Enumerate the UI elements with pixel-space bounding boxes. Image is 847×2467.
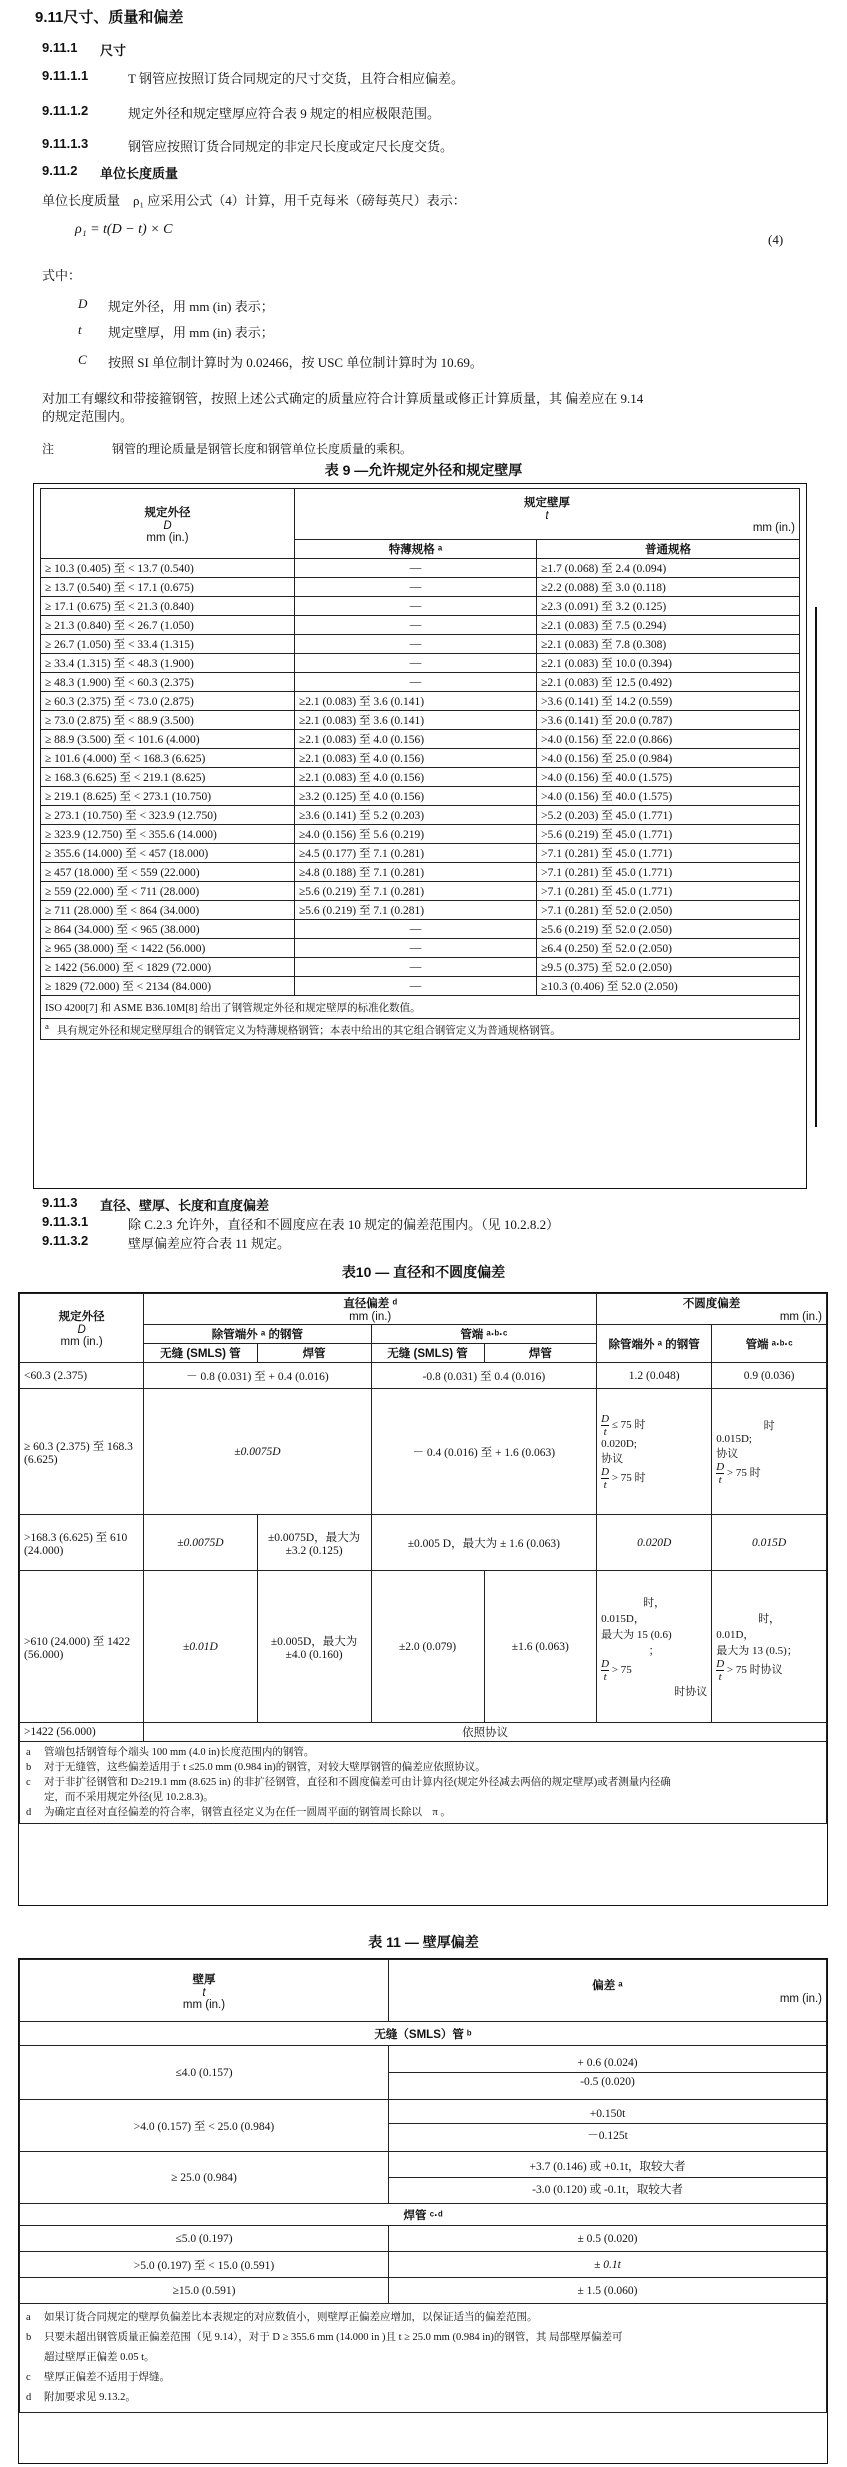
- table10-caption: 表10 — 直径和不圆度偏差: [341, 1264, 506, 1280]
- footnote: b 只要未超出钢管质量正偏差范围（见 9.14），对于 D ≥ 355.6 mm (14.000 in )且 t ≥ 25.0 mm (0.984 in)的钢管，其 局部壁厚偏差可: [26, 2332, 623, 2343]
- clause-text: 壁厚偏差应符合表 11 规定。: [128, 1236, 291, 1251]
- table-row: [20, 2278, 827, 2304]
- table9-iso-note: ISO 4200[7] 和 ASME B36.10M[8] 给出了钢管规定外径和规定壁厚的标准化数值。: [41, 996, 800, 1019]
- cell: >7.1 (0.281) 至 45.0 (1.771): [537, 863, 800, 882]
- table11-caption: 表 11 — 壁厚偏差: [368, 1934, 479, 1950]
- table9-frame: [33, 483, 807, 1189]
- cell: ≥10.3 (0.406) 至 52.0 (2.050): [537, 977, 800, 996]
- cell: ≥4.0 (0.156) 至 5.6 (0.219): [295, 825, 537, 844]
- col-header-od: 规定外径 D mm (in.): [41, 489, 295, 559]
- footnote: 超过壁厚正偏差 0.05 t。: [44, 2352, 155, 2363]
- cell: —: [295, 654, 537, 673]
- cell: ≥3.2 (0.125) 至 4.0 (0.156): [295, 787, 537, 806]
- cell: ±0.0075D: [144, 1515, 257, 1571]
- table-row: [41, 673, 800, 692]
- footnote: d 为确定直径对直径偏差的符合率，钢管直径定义为在任一圆周平面的钢管周长除以 π 。: [26, 1807, 451, 1818]
- cell: —: [295, 920, 537, 939]
- cell: ≥2.2 (0.088) 至 3.0 (0.118): [537, 578, 800, 597]
- cell: 0.020D: [597, 1515, 712, 1571]
- t10-header-weld: 焊管: [484, 1344, 597, 1363]
- cell: —: [295, 958, 537, 977]
- cell: ±0.005 D，最大为 ± 1.6 (0.063): [371, 1515, 597, 1571]
- var-desc: 按照 SI 单位制计算时为 0.02466，按 USC 单位制计算时为 10.69。: [108, 355, 483, 370]
- cell: ≥ 965 (38.000) 至 < 1422 (56.000): [41, 939, 295, 958]
- cell: ≥2.1 (0.083) 至 7.8 (0.308): [537, 635, 800, 654]
- table9-footnote: $^a$ 具有规定外径和规定壁厚组合的钢管定义为特薄规格钢管；本表中给出的其它组合钢管定义为普通规格钢管。: [41, 1019, 800, 1040]
- paragraph-line: 对加工有螺纹和带接箍钢管，按照上述公式确定的质量应符合计算质量或修正计算质量，其 偏差应在 9.14: [42, 391, 644, 406]
- var-symbol: D: [78, 296, 88, 311]
- clause-title: 直径、壁厚、长度和直度偏差: [100, 1198, 270, 1213]
- table-row: [41, 844, 800, 863]
- cell: ±0.0075D，最大为 ±3.2 (0.125): [257, 1515, 371, 1571]
- col-header-wt: 规定壁厚 t mm (in.): [295, 489, 800, 540]
- table10-frame: [18, 1292, 828, 1906]
- table10: [19, 1293, 827, 1824]
- cell: ≥ 13.7 (0.540) 至 < 17.1 (0.675): [41, 578, 295, 597]
- cell: － 0.4 (0.016) 至 + 1.6 (0.063): [371, 1389, 597, 1515]
- table-row: [20, 1363, 827, 1389]
- cell: >5.6 (0.219) 至 45.0 (1.771): [537, 825, 800, 844]
- cell: 时 0.015D; 协议 $\frac{D}{t}$ > 75 时: [712, 1389, 827, 1515]
- cell: ±0.005D，最大为 ±4.0 (0.160): [257, 1571, 371, 1723]
- clause-title: 尺寸: [100, 43, 127, 58]
- cell: ≥2.3 (0.091) 至 3.2 (0.125): [537, 597, 800, 616]
- table-row: [41, 711, 800, 730]
- cell: ≥ 10.3 (0.405) 至 < 13.7 (0.540): [41, 559, 295, 578]
- clause-number: 9.11.1.2: [42, 103, 89, 118]
- clause-number: 9.11.3.2: [42, 1233, 89, 1248]
- cell: >1422 (56.000): [20, 1723, 144, 1742]
- cell: ≥2.1 (0.083) 至 3.6 (0.141): [295, 692, 537, 711]
- table-row: [20, 1515, 827, 1571]
- table-row: [41, 597, 800, 616]
- where-label: 式中：: [42, 268, 82, 283]
- cell: + 0.6 (0.024) -0.5 (0.020): [389, 2046, 827, 2100]
- table-row: [41, 939, 800, 958]
- cell: ± 0.1t: [389, 2252, 827, 2278]
- cell: ≥ 17.1 (0.675) 至 < 21.3 (0.840): [41, 597, 295, 616]
- note-text: 钢管的理论质量是钢管长度和钢管单位长度质量的乘积。: [112, 442, 413, 456]
- footnote: b 对于无缝管，这些偏差适用于 t ≤25.0 mm (0.984 in)的钢管，对较大壁厚钢管的偏差应依照协议。: [26, 1762, 486, 1773]
- cell: ≥6.4 (0.250) 至 52.0 (2.050): [537, 939, 800, 958]
- cell: ± 1.5 (0.060): [389, 2278, 827, 2304]
- cell: ≥ 60.3 (2.375) 至 168.3 (6.625): [20, 1389, 144, 1515]
- table-row: [41, 578, 800, 597]
- t10-header-body: 除管端外 ᵃ 的钢管: [144, 1325, 371, 1344]
- table-row: [20, 1389, 827, 1515]
- table-row: [41, 901, 800, 920]
- table-row: [20, 2100, 827, 2152]
- table-row: [20, 2152, 827, 2204]
- cell: >7.1 (0.281) 至 45.0 (1.771): [537, 882, 800, 901]
- cell: ±1.6 (0.063): [484, 1571, 597, 1723]
- t10-header-oor-end: 管端 ᵃ·ᵇ·ᶜ: [712, 1325, 827, 1363]
- footnote: d 附加要求见 9.13.2。: [26, 2392, 136, 2403]
- cell: 0.9 (0.036): [712, 1363, 827, 1389]
- t11-group-weld: 焊管 ᶜ·ᵈ: [20, 2204, 827, 2226]
- cell: —: [295, 616, 537, 635]
- cell: － 0.8 (0.031) 至 + 0.4 (0.016): [144, 1363, 371, 1389]
- cell: ≥ 457 (18.000) 至 < 559 (22.000): [41, 863, 295, 882]
- cell: ≥ 33.4 (1.315) 至 < 48.3 (1.900): [41, 654, 295, 673]
- cell: ≥ 355.6 (14.000) 至 < 457 (18.000): [41, 844, 295, 863]
- t11-header-wt: 壁厚 t mm (in.): [20, 1960, 389, 2022]
- cell: ≥ 1422 (56.000) 至 < 1829 (72.000): [41, 958, 295, 977]
- cell: ≥ 168.3 (6.625) 至 < 219.1 (8.625): [41, 768, 295, 787]
- t10-header-end: 管端 ᵃ·ᵇ·ᶜ: [371, 1325, 597, 1344]
- table-row: [41, 863, 800, 882]
- cell: ≥2.1 (0.083) 至 4.0 (0.156): [295, 730, 537, 749]
- cell: ≥2.1 (0.083) 至 4.0 (0.156): [295, 768, 537, 787]
- intro-text: 单位长度质量 ρ₁ 应采用公式（4）计算，用千克每米（磅每英尺）表示：: [42, 193, 466, 208]
- cell: >3.6 (0.141) 至 20.0 (0.787): [537, 711, 800, 730]
- cell: >7.1 (0.281) 至 52.0 (2.050): [537, 901, 800, 920]
- cell: ≥4.5 (0.177) 至 7.1 (0.281): [295, 844, 537, 863]
- cell: ≥4.8 (0.188) 至 7.1 (0.281): [295, 863, 537, 882]
- cell: ≥ 88.9 (3.500) 至 < 101.6 (4.000): [41, 730, 295, 749]
- cell: —: [295, 597, 537, 616]
- formula: ρ₁ = t(D − t) × C: [75, 222, 173, 237]
- cell: ≥5.6 (0.219) 至 52.0 (2.050): [537, 920, 800, 939]
- cell: —: [295, 939, 537, 958]
- cell: —: [295, 578, 537, 597]
- table-row: [41, 958, 800, 977]
- cell: +0.150t －0.125t: [389, 2100, 827, 2152]
- cell: ≥ 273.1 (10.750) 至 < 323.9 (12.750): [41, 806, 295, 825]
- cell: ≥ 711 (28.000) 至 < 864 (34.000): [41, 901, 295, 920]
- col-header-special: 特薄规格 ᵃ: [295, 540, 537, 559]
- footnote: a 如果订货合同规定的壁厚负偏差比本表规定的对应数值小，则壁厚正偏差应增加，以保证适当的偏差范围。: [26, 2312, 538, 2323]
- footnote: a 管端包括钢管每个端头 100 mm (4.0 in)长度范围内的钢管。: [26, 1747, 315, 1758]
- t11-group-smls: 无缝（SMLS）管 ᵇ: [20, 2022, 827, 2046]
- table-row: [41, 882, 800, 901]
- table9-caption: 表 9 —允许规定外径和规定壁厚: [324, 462, 523, 478]
- clause-text: 规定外径和规定壁厚应符合表 9 规定的相应极限范围。: [128, 106, 441, 121]
- table-row: [41, 768, 800, 787]
- cell: -0.8 (0.031) 至 0.4 (0.016): [371, 1363, 597, 1389]
- cell: ±2.0 (0.079): [371, 1571, 484, 1723]
- t10-header-weld: 焊管: [257, 1344, 371, 1363]
- cell: 0.015D: [712, 1515, 827, 1571]
- cell: ≥ 101.6 (4.000) 至 < 168.3 (6.625): [41, 749, 295, 768]
- cell: ≥ 559 (22.000) 至 < 711 (28.000): [41, 882, 295, 901]
- cell: $\frac{D}{t}$ ≤ 75 时 0.020D; 协议 $\frac{D}{t}$ > 75 时: [597, 1389, 712, 1515]
- cell: ≥ 219.1 (8.625) 至 < 273.1 (10.750): [41, 787, 295, 806]
- cell: —: [295, 559, 537, 578]
- t10-header-oor-body: 除管端外 ᵃ 的钢管: [597, 1325, 712, 1363]
- cell: ≥ 73.0 (2.875) 至 < 88.9 (3.500): [41, 711, 295, 730]
- cell: ≥2.1 (0.083) 至 12.5 (0.492): [537, 673, 800, 692]
- footnote: c 壁厚正偏差不适用于焊缝。: [26, 2372, 170, 2383]
- table10-footnotes: [20, 1742, 827, 1824]
- section-heading: 9.11尺寸、质量和偏差: [35, 9, 184, 26]
- t10-header-oor: 不圆度偏差 mm (in.): [597, 1294, 827, 1325]
- table11-footnotes: [20, 2304, 827, 2413]
- cell: 时， 0.015D， 最大为 15 (0.6) ； $\frac{D}{t}$ > 75 时协议: [597, 1571, 712, 1723]
- cell: >5.0 (0.197) 至 < 15.0 (0.591): [20, 2252, 389, 2278]
- cell: >5.2 (0.203) 至 45.0 (1.771): [537, 806, 800, 825]
- var-symbol: t: [78, 322, 82, 337]
- cell: >4.0 (0.156) 至 22.0 (0.866): [537, 730, 800, 749]
- t10-header-dev: 直径偏差 ᵈ mm (in.): [144, 1294, 597, 1325]
- cell: <60.3 (2.375): [20, 1363, 144, 1389]
- clause-title: 单位长度质量: [100, 166, 179, 181]
- cell: 依照协议: [144, 1723, 827, 1742]
- cell: ≥15.0 (0.591): [20, 2278, 389, 2304]
- table-row: [20, 1571, 827, 1723]
- table-row: [41, 692, 800, 711]
- table-row: [20, 2046, 827, 2100]
- t10-header-smls: 无缝 (SMLS) 管: [144, 1344, 257, 1363]
- clause-number: 9.11.2: [42, 163, 78, 178]
- col-header-regular: 普通规格: [537, 540, 800, 559]
- cell: ≥3.6 (0.141) 至 5.2 (0.203): [295, 806, 537, 825]
- var-desc: 规定外径，用 mm (in) 表示；: [108, 299, 274, 314]
- cell: >3.6 (0.141) 至 14.2 (0.559): [537, 692, 800, 711]
- cell: >4.0 (0.156) 至 40.0 (1.575): [537, 787, 800, 806]
- cell: >7.1 (0.281) 至 45.0 (1.771): [537, 844, 800, 863]
- clause-number: 9.11.1.1: [42, 68, 89, 83]
- table11: [19, 1959, 827, 2413]
- var-desc: 规定壁厚，用 mm (in) 表示；: [108, 325, 274, 340]
- table-row: [41, 977, 800, 996]
- clause-text: 除 C.2.3 允许外，直径和不圆度应在表 10 规定的偏差范围内。（见 10.2.8.2）: [128, 1217, 560, 1232]
- cell: >4.0 (0.157) 至 < 25.0 (0.984): [20, 2100, 389, 2152]
- cell: ≥ 48.3 (1.900) 至 < 60.3 (2.375): [41, 673, 295, 692]
- table-row: [20, 1723, 827, 1742]
- table-row: [41, 749, 800, 768]
- cell: ≥ 21.3 (0.840) 至 < 26.7 (1.050): [41, 616, 295, 635]
- cell: ≥5.6 (0.219) 至 7.1 (0.281): [295, 901, 537, 920]
- cell: —: [295, 673, 537, 692]
- clause-text: T 钢管应按照订货合同规定的尺寸交货，且符合相应偏差。: [128, 71, 464, 86]
- table-row: [41, 654, 800, 673]
- clause-text: 钢管应按照订货合同规定的非定尺长度或定尺长度交货。: [128, 139, 454, 154]
- cell: >168.3 (6.625) 至 610 (24.000): [20, 1515, 144, 1571]
- table11-frame: [18, 1958, 828, 2464]
- cell: —: [295, 977, 537, 996]
- cell: +3.7 (0.146) 或 +0.1t，取较大者 -3.0 (0.120) 或 -0.1t，取较大者: [389, 2152, 827, 2204]
- cell: ±0.0075D: [144, 1389, 371, 1515]
- table-row: [41, 635, 800, 654]
- cell: ≥2.1 (0.083) 至 7.5 (0.294): [537, 616, 800, 635]
- cell: ≥ 60.3 (2.375) 至 < 73.0 (2.875): [41, 692, 295, 711]
- table-row: [41, 920, 800, 939]
- clause-number: 9.11.1.3: [42, 136, 89, 151]
- cell: ≥ 323.9 (12.750) 至 < 355.6 (14.000): [41, 825, 295, 844]
- cell: ≤4.0 (0.157): [20, 2046, 389, 2100]
- table-row: [41, 787, 800, 806]
- paragraph-line: 的规定范围内。: [42, 409, 134, 424]
- var-symbol: C: [78, 352, 87, 367]
- cell: ≥ 26.7 (1.050) 至 < 33.4 (1.315): [41, 635, 295, 654]
- clause-number: 9.11.3: [42, 1195, 78, 1210]
- cell: 时， 0.01D， 最大为 13 (0.5)； $\frac{D}{t}$ > 75 时协议: [712, 1571, 827, 1723]
- footnote: 定，而不采用规定外径(见 10.2.8.3)。: [44, 1792, 214, 1803]
- table-row: [41, 559, 800, 578]
- change-bar: [815, 607, 817, 1127]
- t10-header-od: 规定外径 D mm (in.): [20, 1294, 144, 1363]
- cell: ≥1.7 (0.068) 至 2.4 (0.094): [537, 559, 800, 578]
- table-row: [41, 730, 800, 749]
- cell: ≥ 1829 (72.000) 至 < 2134 (84.000): [41, 977, 295, 996]
- cell: ≥9.5 (0.375) 至 52.0 (2.050): [537, 958, 800, 977]
- cell: ≤5.0 (0.197): [20, 2226, 389, 2252]
- cell: ≥5.6 (0.219) 至 7.1 (0.281): [295, 882, 537, 901]
- cell: >610 (24.000) 至 1422 (56.000): [20, 1571, 144, 1723]
- formula-number: (4): [768, 232, 784, 247]
- clause-number: 9.11.3.1: [42, 1214, 89, 1229]
- cell: ≥2.1 (0.083) 至 10.0 (0.394): [537, 654, 800, 673]
- note-label: 注: [42, 442, 55, 456]
- table-row: [41, 806, 800, 825]
- t11-header-tol: 偏差 ᵃ mm (in.): [389, 1960, 827, 2022]
- cell: ≥ 864 (34.000) 至 < 965 (38.000): [41, 920, 295, 939]
- cell: >4.0 (0.156) 至 40.0 (1.575): [537, 768, 800, 787]
- cell: 1.2 (0.048): [597, 1363, 712, 1389]
- table-row: [41, 825, 800, 844]
- table-row: [20, 2252, 827, 2278]
- cell: ±0.01D: [144, 1571, 257, 1723]
- cell: ± 0.5 (0.020): [389, 2226, 827, 2252]
- footnote: c 对于非扩径钢管和 D≥219.1 mm (8.625 in) 的非扩径钢管，直径和不圆度偏差可由计算内径(规定外径减去两倍的规定壁厚)或者测量内径确: [26, 1777, 671, 1788]
- cell: ≥2.1 (0.083) 至 3.6 (0.141): [295, 711, 537, 730]
- t10-header-smls: 无缝 (SMLS) 管: [371, 1344, 484, 1363]
- table-row: [20, 2226, 827, 2252]
- cell: —: [295, 635, 537, 654]
- table9: [40, 488, 800, 1040]
- table-row: [41, 616, 800, 635]
- cell: ≥2.1 (0.083) 至 4.0 (0.156): [295, 749, 537, 768]
- cell: ≥ 25.0 (0.984): [20, 2152, 389, 2204]
- clause-number: 9.11.1: [42, 40, 78, 55]
- cell: >4.0 (0.156) 至 25.0 (0.984): [537, 749, 800, 768]
